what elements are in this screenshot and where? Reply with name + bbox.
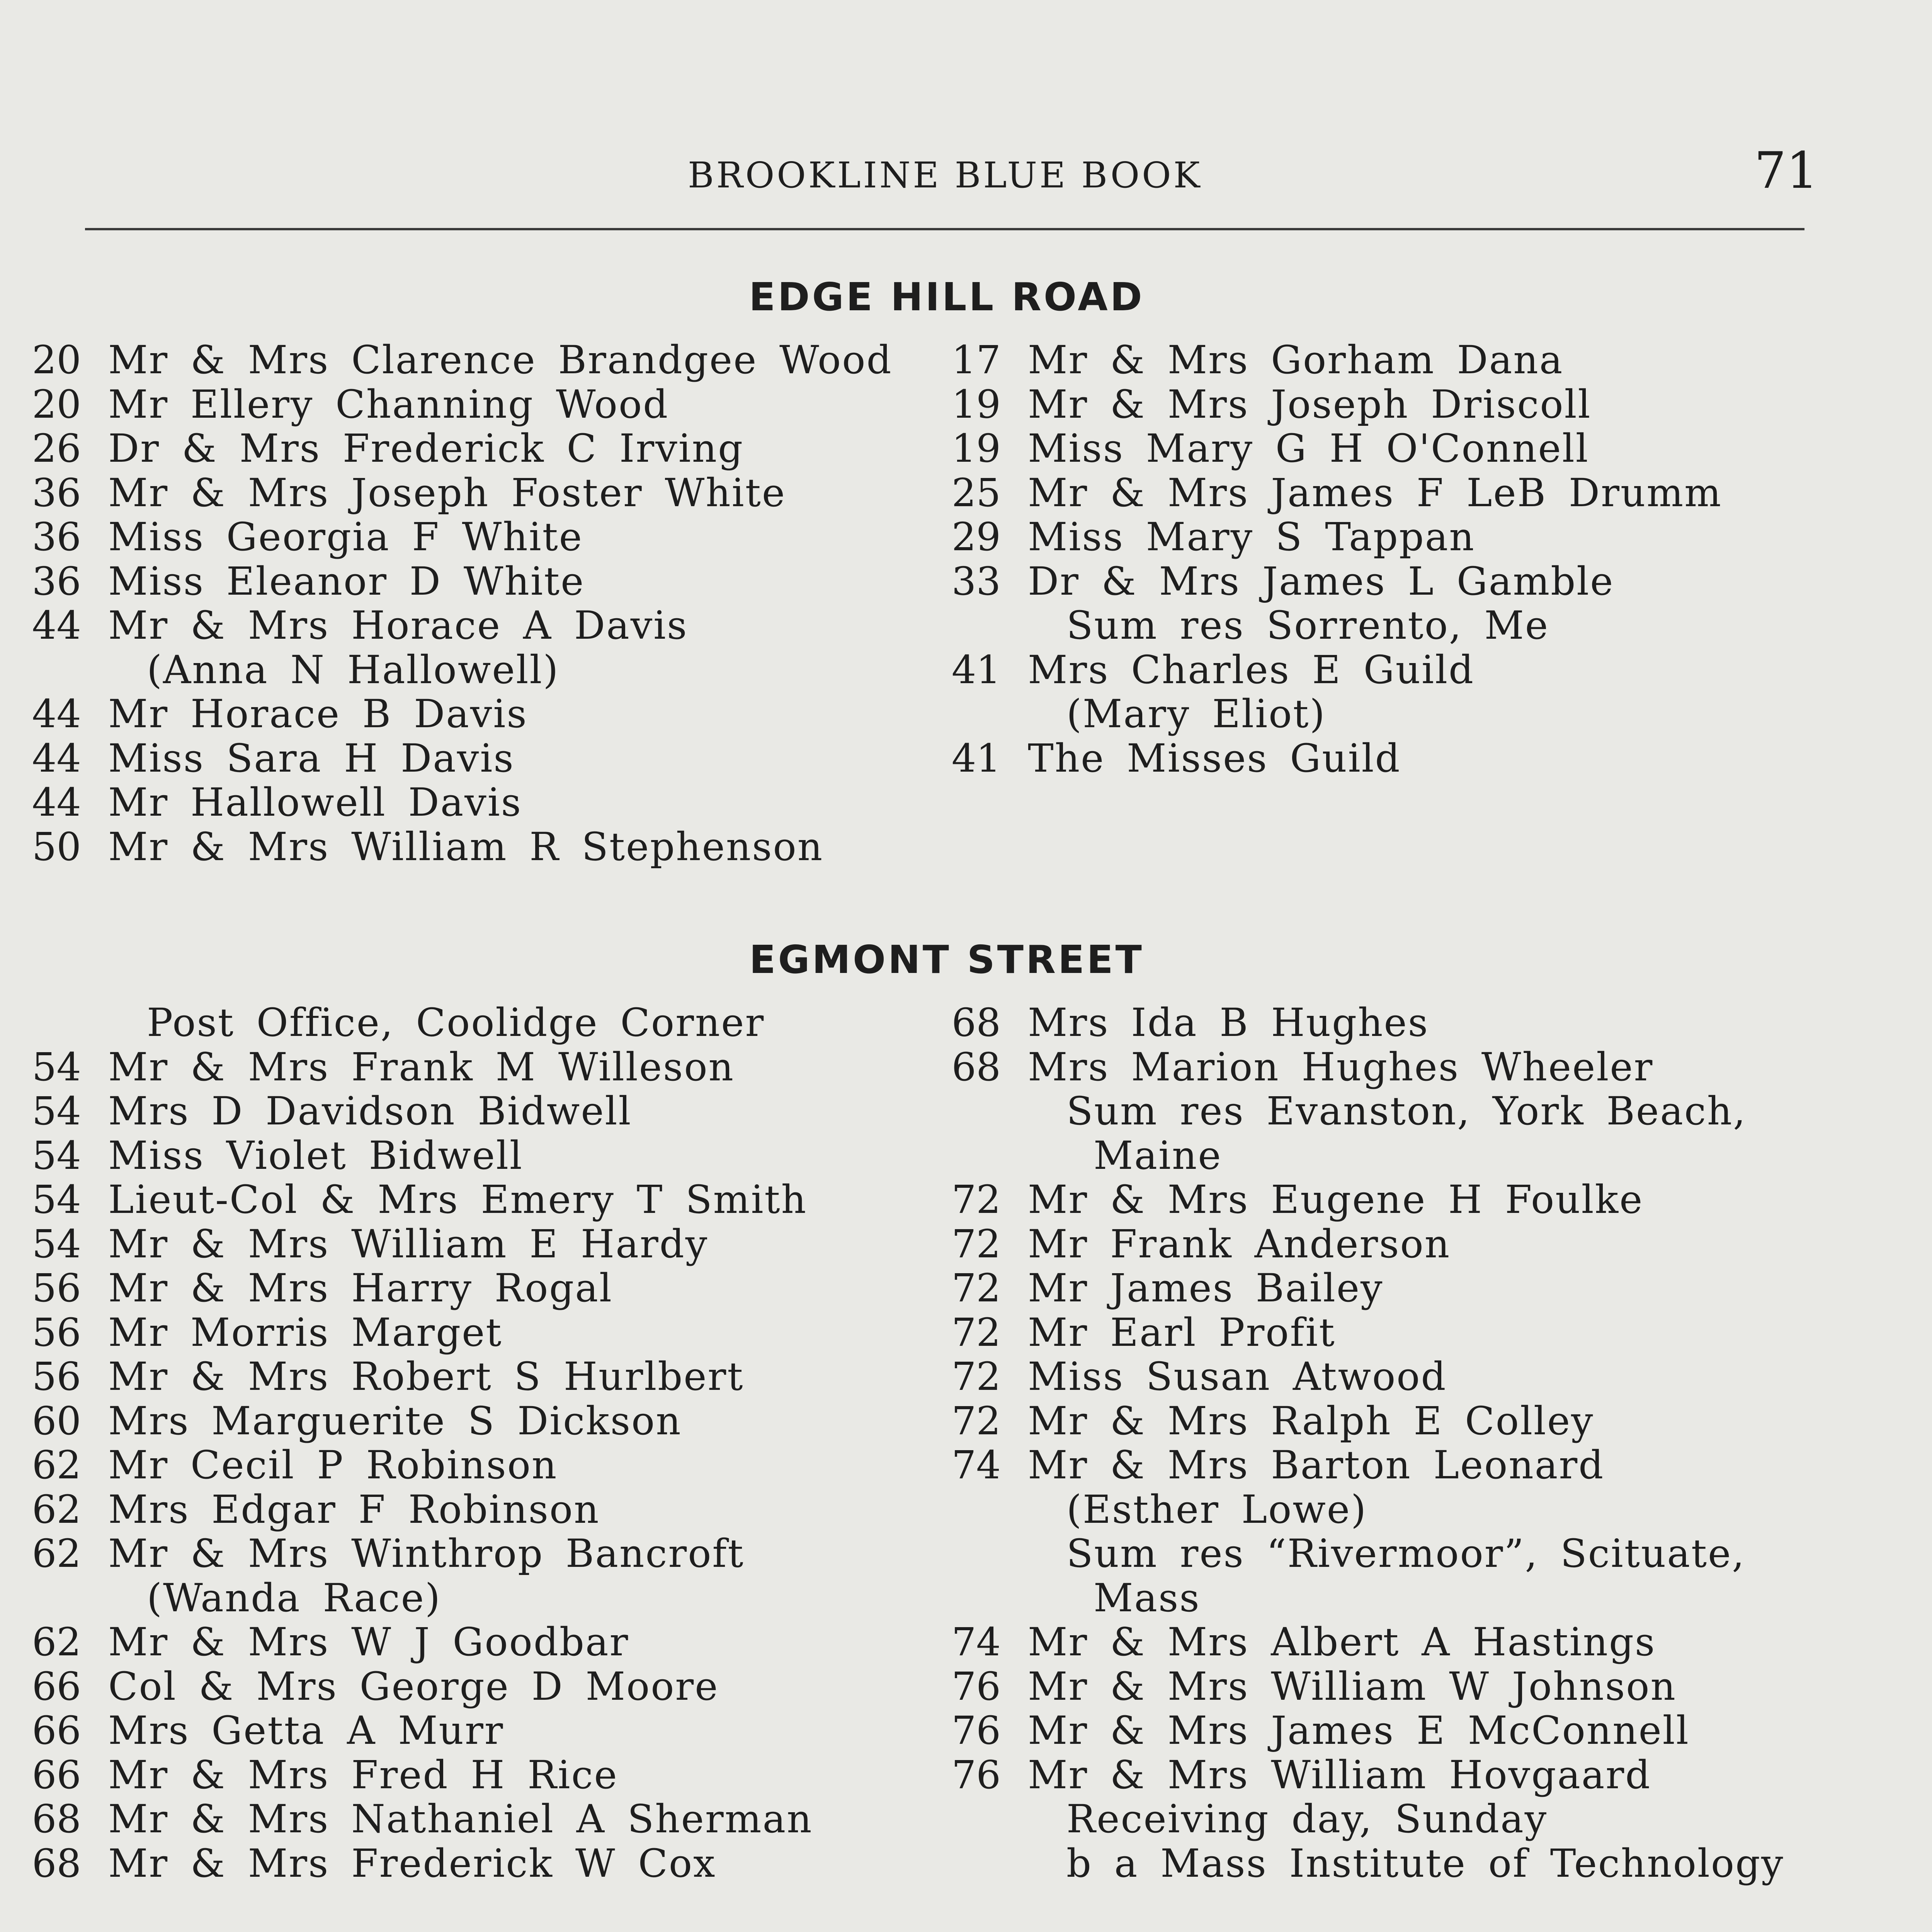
house-number: 41 xyxy=(951,647,1001,692)
listing-row xyxy=(27,1222,813,1267)
listing-row xyxy=(947,1266,1784,1311)
listing-row xyxy=(27,1576,813,1621)
listing-row xyxy=(947,383,1722,427)
listing-row xyxy=(947,1797,1784,1842)
resident-name: Mrs Marion Hughes Wheeler xyxy=(1028,1044,1654,1090)
resident-name: Lieut-Col & Mrs Emery T Smith xyxy=(108,1177,808,1222)
listing-row xyxy=(27,515,892,560)
resident-name: Receiving day, Sunday xyxy=(1066,1796,1548,1842)
resident-name: Mr James Bailey xyxy=(1028,1265,1384,1311)
listing-row xyxy=(947,515,1722,560)
resident-name: Miss Georgia F White xyxy=(108,514,583,560)
house-number: 68 xyxy=(951,1000,1001,1045)
resident-name: Miss Susan Atwood xyxy=(1028,1354,1447,1399)
resident-name: Mr & Mrs Gorham Dana xyxy=(1028,337,1564,383)
house-number: 72 xyxy=(951,1265,1001,1311)
resident-name: Mr & Mrs William W Johnson xyxy=(1028,1663,1677,1709)
resident-name: Mr & Mrs W J Goodbar xyxy=(108,1619,629,1665)
resident-name: Sum res “Rivermoor”, Scituate, xyxy=(1066,1531,1746,1576)
page-number: 71 xyxy=(1754,141,1818,200)
house-number: 72 xyxy=(951,1221,1001,1267)
resident-name: Mrs Charles E Guild xyxy=(1028,647,1475,692)
house-number: 72 xyxy=(951,1310,1001,1355)
listing-row xyxy=(947,1311,1784,1355)
house-number: 72 xyxy=(951,1177,1001,1222)
listing-row xyxy=(947,471,1722,515)
resident-name: Mass xyxy=(1094,1575,1201,1621)
house-number: 26 xyxy=(32,426,81,471)
listing-row xyxy=(947,1620,1784,1665)
listing-row xyxy=(27,1842,813,1886)
resident-name: Mr Morris Marget xyxy=(108,1310,503,1355)
resident-name: Miss Eleanor D White xyxy=(108,558,585,604)
listing-row xyxy=(27,1045,813,1090)
house-number: 54 xyxy=(32,1177,81,1222)
listing-row xyxy=(27,1488,813,1532)
listing-row xyxy=(947,1576,1784,1621)
resident-name: Mrs Marguerite S Dickson xyxy=(108,1398,682,1444)
house-number: 74 xyxy=(951,1619,1001,1665)
resident-name: Miss Sara H Davis xyxy=(108,735,515,781)
resident-name: Post Office, Coolidge Corner xyxy=(147,1000,765,1045)
listing-row xyxy=(27,1753,813,1798)
listing-row xyxy=(27,1311,813,1355)
resident-name: Mr & Mrs Joseph Foster White xyxy=(108,470,786,515)
house-number: 44 xyxy=(32,735,81,781)
resident-name: Mrs Ida B Hughes xyxy=(1028,1000,1429,1045)
house-number: 76 xyxy=(951,1663,1001,1709)
house-number: 44 xyxy=(32,603,81,648)
resident-name: Mrs D Davidson Bidwell xyxy=(108,1088,632,1134)
resident-name: Col & Mrs George D Moore xyxy=(108,1663,719,1709)
listing-row xyxy=(27,1709,813,1753)
house-number: 62 xyxy=(32,1531,81,1576)
house-number: 72 xyxy=(951,1354,1001,1399)
listing-row xyxy=(27,1001,813,1045)
resident-name: Mr Ellery Channing Wood xyxy=(108,381,669,427)
running-title: BROOKLINE BLUE BOOK xyxy=(688,155,1202,196)
listing-row xyxy=(27,736,892,781)
resident-name: Mr & Mrs Eugene H Foulke xyxy=(1028,1177,1644,1222)
house-number: 68 xyxy=(32,1796,81,1842)
listing-row xyxy=(27,692,892,736)
listing-row xyxy=(947,1222,1784,1267)
listing-row xyxy=(947,736,1722,781)
listing-row xyxy=(947,1753,1784,1798)
resident-name: b a Mass Institute of Technology xyxy=(1066,1840,1784,1886)
house-number: 68 xyxy=(951,1044,1001,1090)
listing-row xyxy=(947,1178,1784,1222)
house-number: 29 xyxy=(951,514,1001,560)
listing-row xyxy=(947,1134,1784,1178)
listing-row xyxy=(27,1355,813,1399)
resident-name: (Mary Eliot) xyxy=(1066,691,1326,736)
resident-name: Mr & Mrs Albert A Hastings xyxy=(1028,1619,1656,1665)
header-rule xyxy=(85,228,1804,230)
house-number: 72 xyxy=(951,1398,1001,1444)
listing-row xyxy=(27,1134,813,1178)
resident-name: Mr & Mrs Fred H Rice xyxy=(108,1752,618,1798)
house-number: 33 xyxy=(951,558,1001,604)
listing-row xyxy=(947,648,1722,692)
resident-name: Mr Cecil P Robinson xyxy=(108,1442,558,1488)
resident-name: Mr Horace B Davis xyxy=(108,691,528,736)
resident-name: Mr & Mrs Harry Rogal xyxy=(108,1265,613,1311)
resident-name: Mr & Mrs William R Stephenson xyxy=(108,824,824,869)
resident-name: Mr & Mrs Horace A Davis xyxy=(108,603,688,648)
house-number: 76 xyxy=(951,1708,1001,1753)
listing-row xyxy=(27,825,892,869)
listing-row xyxy=(27,383,892,427)
house-number: 62 xyxy=(32,1619,81,1665)
listing-row xyxy=(947,1709,1784,1753)
resident-name: Dr & Mrs James L Gamble xyxy=(1028,558,1614,604)
resident-name: Miss Mary G H O'Connell xyxy=(1028,426,1589,471)
resident-name: (Esther Lowe) xyxy=(1066,1486,1367,1532)
listing-row xyxy=(27,781,892,825)
listing-row xyxy=(27,1178,813,1222)
resident-name: Sum res Sorrento, Me xyxy=(1066,603,1549,648)
house-number: 36 xyxy=(32,514,81,560)
resident-name: Mr Frank Anderson xyxy=(1028,1221,1451,1267)
resident-name: Mr & Mrs Ralph E Colley xyxy=(1028,1398,1594,1444)
listing-row xyxy=(947,1089,1784,1134)
listing-row xyxy=(947,1532,1784,1576)
resident-name: Mr & Mrs James E McConnell xyxy=(1028,1708,1690,1753)
egmont-left-column xyxy=(27,1001,813,1886)
listing-row xyxy=(947,1842,1784,1886)
listing-row xyxy=(947,604,1722,648)
resident-name: Miss Violet Bidwell xyxy=(108,1133,523,1178)
listing-row xyxy=(27,648,892,692)
listing-row xyxy=(947,1443,1784,1488)
listing-row xyxy=(947,1665,1784,1709)
listing-row xyxy=(947,1488,1784,1532)
house-number: 76 xyxy=(951,1752,1001,1798)
listing-row xyxy=(947,338,1722,383)
edge-hill-left-column xyxy=(27,338,892,869)
house-number: 66 xyxy=(32,1752,81,1798)
listing-row xyxy=(27,1089,813,1134)
resident-name: Mr & Mrs Joseph Driscoll xyxy=(1028,381,1592,427)
resident-name: Mrs Getta A Murr xyxy=(108,1708,504,1753)
resident-name: The Misses Guild xyxy=(1028,735,1401,781)
house-number: 20 xyxy=(32,381,81,427)
house-number: 54 xyxy=(32,1088,81,1134)
resident-name: Mr & Mrs Barton Leonard xyxy=(1028,1442,1605,1488)
listing-row xyxy=(947,1399,1784,1444)
listing-row xyxy=(27,560,892,604)
resident-name: Mr & Mrs Clarence Brandgee Wood xyxy=(108,337,893,383)
resident-name: Mr Hallowell Davis xyxy=(108,780,522,825)
house-number: 68 xyxy=(32,1840,81,1886)
house-number: 19 xyxy=(951,426,1001,471)
house-number: 54 xyxy=(32,1221,81,1267)
house-number: 44 xyxy=(32,691,81,736)
listing-row xyxy=(947,1355,1784,1399)
house-number: 62 xyxy=(32,1486,81,1532)
resident-name: Maine xyxy=(1094,1133,1222,1178)
edge-hill-right-column xyxy=(947,338,1722,781)
resident-name: Miss Mary S Tappan xyxy=(1028,514,1475,560)
house-number: 20 xyxy=(32,337,81,383)
resident-name: Mr & Mrs Nathaniel A Sherman xyxy=(108,1796,813,1842)
resident-name: Mr & Mrs Frank M Willeson xyxy=(108,1044,735,1090)
listing-row xyxy=(27,1665,813,1709)
egmont-right-column xyxy=(947,1001,1784,1886)
section-title-edge-hill-road: EDGE HILL ROAD xyxy=(749,274,1145,320)
house-number: 66 xyxy=(32,1663,81,1709)
resident-name: Mr & Mrs Frederick W Cox xyxy=(108,1840,716,1886)
listing-row xyxy=(27,1620,813,1665)
listing-row xyxy=(27,604,892,648)
house-number: 36 xyxy=(32,558,81,604)
resident-name: Mr & Mrs Winthrop Bancroft xyxy=(108,1531,745,1576)
house-number: 54 xyxy=(32,1133,81,1178)
resident-name: (Anna N Hallowell) xyxy=(147,647,560,692)
listing-row xyxy=(947,692,1722,736)
house-number: 44 xyxy=(32,780,81,825)
house-number: 54 xyxy=(32,1044,81,1090)
house-number: 60 xyxy=(32,1398,81,1444)
listing-row xyxy=(27,1797,813,1842)
listing-row xyxy=(27,1443,813,1488)
resident-name: Mr & Mrs James F LeB Drumm xyxy=(1028,470,1722,515)
resident-name: Sum res Evanston, York Beach, xyxy=(1066,1088,1747,1134)
listing-row xyxy=(27,1399,813,1444)
resident-name: Mr & Mrs William Hovgaard xyxy=(1028,1752,1651,1798)
listing-row xyxy=(27,1266,813,1311)
resident-name: Mr & Mrs Robert S Hurlbert xyxy=(108,1354,744,1399)
house-number: 19 xyxy=(951,381,1001,427)
resident-name: Mr Earl Profit xyxy=(1028,1310,1336,1355)
house-number: 25 xyxy=(951,470,1001,515)
resident-name: (Wanda Race) xyxy=(147,1575,441,1621)
house-number: 56 xyxy=(32,1265,81,1311)
resident-name: Dr & Mrs Frederick C Irving xyxy=(108,426,744,471)
listing-row xyxy=(947,560,1722,604)
listing-row xyxy=(27,471,892,515)
house-number: 62 xyxy=(32,1442,81,1488)
listing-row xyxy=(27,338,892,383)
house-number: 50 xyxy=(32,824,81,869)
house-number: 36 xyxy=(32,470,81,515)
house-number: 66 xyxy=(32,1708,81,1753)
resident-name: Mr & Mrs William E Hardy xyxy=(108,1221,709,1267)
house-number: 41 xyxy=(951,735,1001,781)
listing-row xyxy=(27,1532,813,1576)
resident-name: Mrs Edgar F Robinson xyxy=(108,1486,600,1532)
listing-row xyxy=(947,427,1722,471)
house-number: 17 xyxy=(951,337,1001,383)
listing-row xyxy=(947,1045,1784,1090)
listing-row xyxy=(947,1001,1784,1045)
section-title-egmont-street: EGMONT STREET xyxy=(749,937,1144,982)
house-number: 74 xyxy=(951,1442,1001,1488)
listing-row xyxy=(27,427,892,471)
house-number: 56 xyxy=(32,1354,81,1399)
house-number: 56 xyxy=(32,1310,81,1355)
